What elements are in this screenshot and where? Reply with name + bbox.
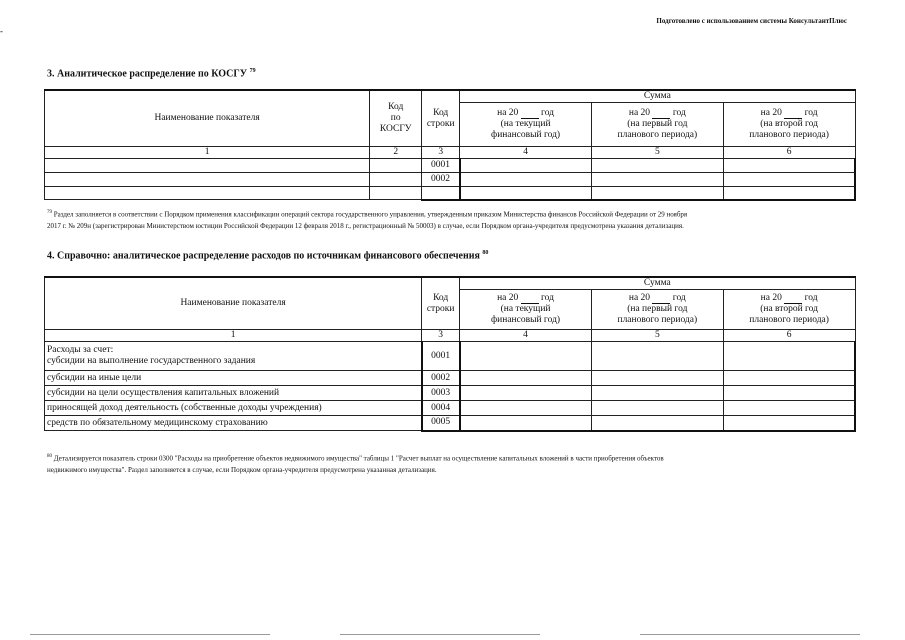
src-p1-pre: на 20 [497, 293, 519, 303]
blank-underline [784, 295, 802, 304]
table-row [45, 159, 856, 173]
kosgu-cell-kosgu [370, 159, 422, 173]
src-p1-l2: (на текущий [500, 304, 551, 314]
kosgu-cell-sum [460, 159, 592, 173]
kosgu-p2-l2: (на первый год [627, 119, 688, 129]
src-cell-sum [723, 416, 855, 431]
src-row4-code: 0004 [422, 401, 460, 416]
src-num-5: 6 [723, 330, 855, 342]
kosgu-cell-sum [723, 159, 855, 173]
kosgu-cell-sum [460, 187, 592, 200]
kosgu-p3-pre: на 20 [760, 108, 782, 118]
src-row2-label: субсидии на иные цели [45, 371, 422, 386]
footnote-79-num: 79 [47, 210, 52, 215]
kosgu-p2-post: год [672, 108, 686, 118]
src-period-2 [591, 290, 723, 330]
section3-title [47, 68, 256, 79]
section4-title [47, 250, 488, 261]
src-cell-sum [591, 416, 723, 431]
src-period-1 [460, 290, 592, 330]
blank-underline [652, 110, 670, 119]
blank-underline [521, 295, 539, 304]
kosgu-num-2: 2 [370, 147, 422, 159]
src-p3-l2: (на второй год [760, 304, 818, 314]
src-cell-sum [460, 416, 592, 431]
kosgu-col-code-1: Код [433, 107, 449, 118]
src-cell-sum [591, 386, 723, 401]
bottom-rule [640, 634, 860, 635]
src-row5-label: средств по обязательному медицинскому страхованию [45, 416, 422, 431]
src-row3-code: 0003 [422, 386, 460, 401]
table-row [45, 416, 856, 431]
src-col-code [422, 277, 460, 330]
kosgu-row2-code: 0002 [422, 173, 460, 187]
kosgu-p3-post: год [804, 108, 818, 118]
src-row2-code: 0002 [422, 371, 460, 386]
kosgu-cell-kosgu [370, 187, 422, 200]
src-p2-l2: (на первый год [627, 304, 688, 314]
kosgu-cell-name [45, 173, 370, 187]
src-num-3: 4 [460, 330, 592, 342]
blank-underline [521, 110, 539, 119]
src-num-2: 3 [422, 330, 460, 342]
blank-underline [652, 295, 670, 304]
src-row5-code: 0005 [422, 416, 460, 431]
kosgu-cell-sum [460, 173, 592, 187]
kosgu-col-kosgu-2: по [390, 113, 401, 123]
kosgu-p1-l3: финансовый год) [491, 130, 561, 140]
kosgu-p3-l2: (на второй год [760, 119, 818, 129]
src-p1-l3: финансовый год) [491, 315, 561, 325]
kosgu-num-5: 5 [591, 147, 723, 159]
kosgu-col-kosgu [370, 90, 422, 147]
section4-title-text: 4. Справочно: аналитическое распределение расходов по источникам финансового обеспечения [47, 250, 480, 262]
kosgu-col-code [422, 90, 460, 147]
kosgu-p1-post: год [541, 108, 555, 118]
src-cell-sum [591, 401, 723, 416]
kosgu-col-sum: Сумма [460, 90, 855, 103]
src-num-4: 5 [591, 330, 723, 342]
table-row [45, 187, 856, 200]
kosgu-period-1 [460, 103, 592, 147]
sources-table [44, 276, 856, 432]
src-p3-post: год [804, 293, 818, 303]
src-cell-sum [723, 386, 855, 401]
kosgu-period-2 [591, 103, 723, 147]
src-row1-code: 0001 [422, 342, 460, 371]
src-p3-l3: планового периода) [749, 315, 829, 325]
bottom-rule [30, 634, 270, 635]
src-row1-label: субсидии на выполнение государственного задания [47, 356, 256, 366]
src-row1-name [45, 342, 422, 371]
src-col-sum: Сумма [460, 277, 855, 290]
kosgu-col-kosgu-1: Код [388, 102, 404, 112]
footnote-79-line2: 2017 г. № 209н (зарегистрирован Министерством юстиции Российской Федерации 12 февраля 2018 г., регистрационный № 50003) в случае, если Порядком органа-учредителя предусмотрена указания детализация. [47, 222, 684, 231]
src-num-1: 1 [45, 330, 422, 342]
kosgu-cell-sum [591, 173, 723, 187]
table-row [45, 371, 856, 386]
kosgu-row1-code: 0001 [422, 159, 460, 173]
src-cell-sum [460, 371, 592, 386]
kosgu-num-1: 1 [45, 147, 370, 159]
footnote-80-line2: недвижимого имущества". Раздел заполняется в случае, если Порядком органа-учредителя предусмотрена указанная детализация. [47, 466, 437, 475]
kosgu-cell-name [45, 159, 370, 173]
src-col-name: Наименование показателя [45, 277, 422, 330]
src-col-code-1: Код [433, 292, 449, 303]
footnote-79 [47, 207, 857, 232]
bottom-rule [340, 634, 540, 635]
kosgu-col-name: Наименование показателя [45, 90, 370, 147]
src-row4-label: приносящей доход деятельность (собственные доходы учреждения) [45, 401, 422, 416]
page-mark: - [0, 26, 3, 36]
src-p2-l3: планового периода) [617, 315, 698, 325]
src-period-3 [723, 290, 855, 330]
table-row [45, 386, 856, 401]
src-row-header: Расходы за счет: [47, 345, 114, 355]
kosgu-cell-name [45, 187, 370, 200]
src-col-code-2: строки [426, 303, 455, 314]
kosgu-cell-sum [591, 187, 723, 200]
src-cell-sum [460, 386, 592, 401]
kosgu-table [44, 89, 856, 201]
kosgu-cell-kosgu [370, 173, 422, 187]
src-row3-label: субсидии на цели осуществления капитальных вложений [45, 386, 422, 401]
footnote-80-line1: Детализируется показатель строки 0300 "Расходы на приобретение объектов недвижимого имущества" таблицы 1 "Расчет выплат на осуществление капитальных вложений в части приобретения объектов [53, 454, 664, 463]
kosgu-p1-l2: (на текущий [500, 119, 551, 129]
src-p2-post: год [672, 293, 686, 303]
src-cell-sum [591, 371, 723, 386]
src-cell-sum [460, 342, 592, 371]
src-cell-sum [591, 342, 723, 371]
table-row [45, 173, 856, 187]
footnote-80 [47, 451, 857, 476]
table-row [45, 342, 856, 371]
src-cell-sum [723, 401, 855, 416]
src-cell-sum [460, 401, 592, 416]
src-cell-sum [723, 371, 855, 386]
footnote-80-num: 80 [47, 454, 52, 459]
kosgu-cell-sum [723, 187, 855, 200]
table-row [45, 401, 856, 416]
kosgu-col-code-2: строки [426, 118, 455, 129]
src-p1-post: год [541, 293, 554, 303]
blank-underline [784, 110, 802, 119]
footnote-79-line1: Раздел заполняется в соответствии с Порядком применения классификации операций сектора государственного управления, утвержденным приказом Министерства финансов Российской Федерации от 29 ноября [53, 210, 688, 219]
src-cell-sum [723, 342, 855, 371]
src-p3-pre: на 20 [760, 293, 782, 303]
kosgu-num-3: 3 [422, 147, 460, 159]
kosgu-num-6: 6 [723, 147, 855, 159]
prepared-note: Подготовлено с использованием системы КонсультантПлюс [656, 17, 847, 25]
kosgu-p2-pre: на 20 [628, 108, 651, 118]
kosgu-cell-code [422, 187, 460, 200]
kosgu-p3-l3: планового периода) [749, 130, 829, 140]
section3-title-text: 3. Аналитическое распределение по КОСГУ [47, 68, 248, 80]
kosgu-p1-pre: на 20 [497, 108, 519, 118]
src-p2-pre: на 20 [628, 293, 651, 303]
section3-title-ref: 79 [249, 68, 256, 74]
section4-title-ref: 80 [482, 250, 489, 256]
kosgu-cell-sum [591, 159, 723, 173]
kosgu-num-4: 4 [460, 147, 592, 159]
kosgu-period-3 [723, 103, 855, 147]
kosgu-cell-sum [723, 173, 855, 187]
kosgu-p2-l3: планового периода) [617, 130, 698, 140]
kosgu-col-kosgu-3: КОСГУ [379, 124, 412, 134]
